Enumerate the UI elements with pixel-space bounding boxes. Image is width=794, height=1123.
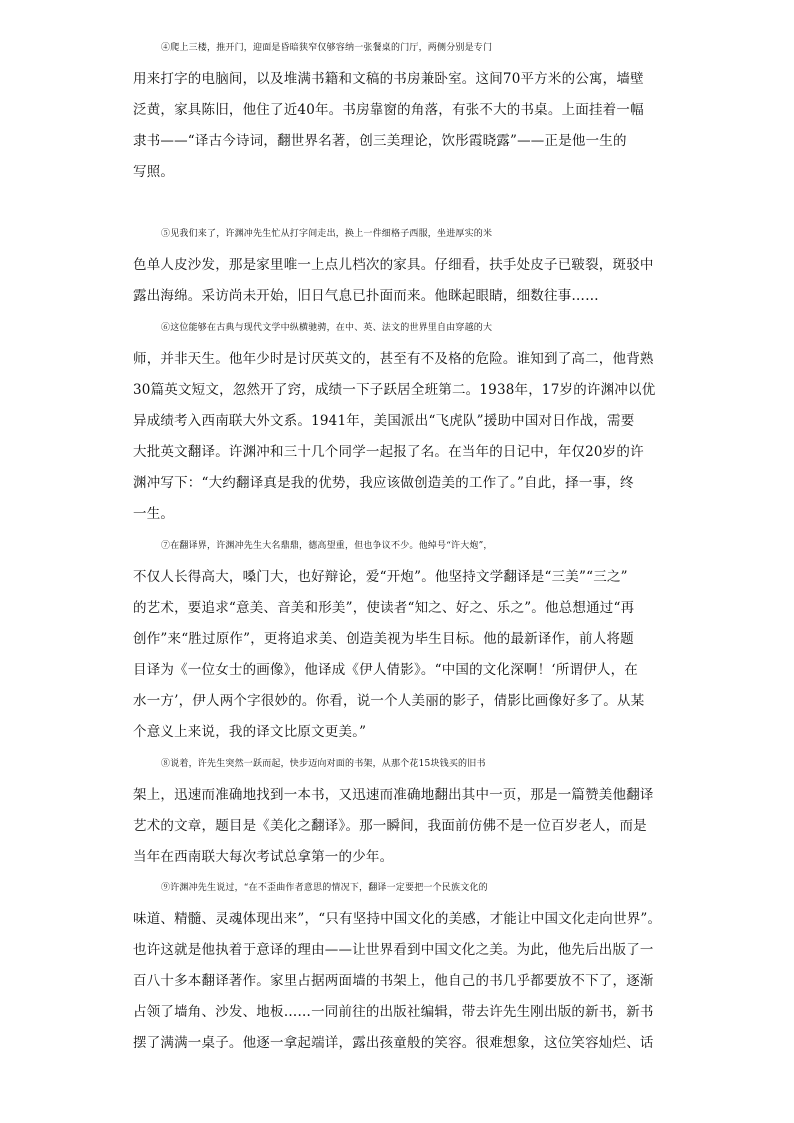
text-line: 一生。 — [133, 506, 175, 522]
text-line: 百八十多本翻译著作。家里占据两面墙的书架上，他自己的书几乎都要放不下了，逐渐 — [133, 973, 654, 989]
paragraph-6 — [133, 313, 673, 530]
text-line: 用来打字的电脑间，以及堆满书籍和文稿的书房兼卧室。这间70平方米的公寓，墙壁 — [133, 71, 644, 87]
paragraph-5 — [133, 219, 673, 312]
text-line: 架上，迅速而准确地找到一本书，又迅速而准确地翻出其中一页，那是一篇赞美他翻译 — [133, 787, 654, 803]
text-line: ⑥这位能够在古典与现代文学中纵横驰骋，在中、英、法文的世界里自由穿越的大 — [161, 323, 493, 333]
text-line: 也许这就是他执着于意译的理由——让世界看到中国文化之美。为此，他先后出版了一 — [133, 942, 654, 958]
text-line: 露出海绵。采访尚未开始，旧日气息已扑面而来。他眯起眼睛，细数往事…… — [133, 288, 599, 304]
text-line: 渊冲写下：“大约翻译真是我的优势，我应该做创造美的工作了。”自此，择一事，终 — [133, 475, 634, 491]
text-line: 艺术的文章，题目是《美化之翻译》。那一瞬间，我面前仿佛不是一位百岁老人，而是 — [133, 818, 647, 834]
paragraph-9 — [133, 873, 673, 1059]
text-line: 个意义上来说，我的译文比原文更美。” — [133, 724, 367, 740]
paragraph-4 — [133, 33, 673, 188]
text-line: 水一方’，伊人两个字很妙的。你看，说一个人美丽的影子，倩影比画像好多了。从某 — [133, 693, 645, 709]
text-line: ⑤见我们来了，许渊冲先生忙从打字间走出，换上一件细格子西服，坐进厚实的米 — [161, 229, 493, 239]
text-line: 隶书——“译古今诗词，翻世界名著，创三美理论，饮彤霞晓露”——正是他一生的 — [133, 133, 627, 149]
text-line: 写照。 — [133, 164, 175, 180]
text-line: 泛黄，家具陈旧，他住了近40年。书房靠窗的角落，有张不大的书桌。上面挂着一幅 — [133, 102, 644, 118]
text-line: 的艺术，要追求“意美、音美和形美”，使读者“知之、好之、乐之”。他总想通过“再 — [133, 600, 635, 616]
text-line: ④爬上三楼，推开门，迎面是昏暗狭窄仅够容纳一张餐桌的门厅，两侧分别是专门 — [161, 43, 493, 53]
text-line: ⑨许渊冲先生说过，“在不歪曲作者意思的情况下，翻译一定要把一个民族文化的 — [161, 883, 488, 893]
text-line: 大批英文翻译。许渊冲和三十几个同学一起报了名。在当年的日记中，年仅20岁的许 — [133, 444, 644, 460]
text-line: ⑦在翻译界，许渊冲先生大名鼎鼎，德高望重，但也争议不少。他绰号“许大炮”， — [161, 541, 493, 551]
paragraph-7 — [133, 531, 673, 748]
text-line: ⑧说着，许先生突然一跃而起，快步迈向对面的书架，从那个花15块钱买的旧书 — [161, 759, 486, 769]
text-line: 摆了满满一桌子。他逐一拿起端详，露出孩童般的笑容。很难想象，这位笑容灿烂、话 — [133, 1035, 654, 1051]
text-line: 异成绩考入西南联大外文系。1941年，美国派出“飞虎队”援助中国对日作战，需要 — [133, 413, 635, 429]
paragraph-8 — [133, 749, 673, 873]
text-line: 目译为《一位女士的画像》，他译成《伊人倩影》。“中国的文化深啊！‘所谓伊人，在 — [133, 662, 638, 678]
text-line: 不仅人长得高大，嗓门大，也好辩论，爱“开炮”。他坚持文学翻译是“三美”“三之” — [133, 569, 628, 585]
text-line: 30篇英文短文，忽然开了窍，成绩一下子跃居全班第二。1938年，17岁的许渊冲以优 — [133, 382, 656, 398]
text-line: 创作”来“胜过原作”，更将追求美、创造美视为毕生目标。他的最新译作，前人将题 — [133, 631, 634, 647]
text-line: 味道、精髓、灵魂体现出来”，“只有坚持中国文化的美感，才能让中国文化走向世界”。 — [133, 911, 662, 927]
text-line: 色单人皮沙发，那是家里唯一上点儿档次的家具。仔细看，扶手处皮子已皲裂，斑驳中 — [133, 257, 654, 273]
text-line: 当年在西南联大每次考试总拿第一的少年。 — [133, 849, 394, 865]
text-line: 师，并非天生。他年少时是讨厌英文的，甚至有不及格的危险。谁知到了高二，他背熟 — [133, 351, 654, 367]
text-line: 占领了墙角、沙发、地板……一同前往的出版社编辑，带去许先生刚出版的新书，新书 — [133, 1004, 654, 1020]
